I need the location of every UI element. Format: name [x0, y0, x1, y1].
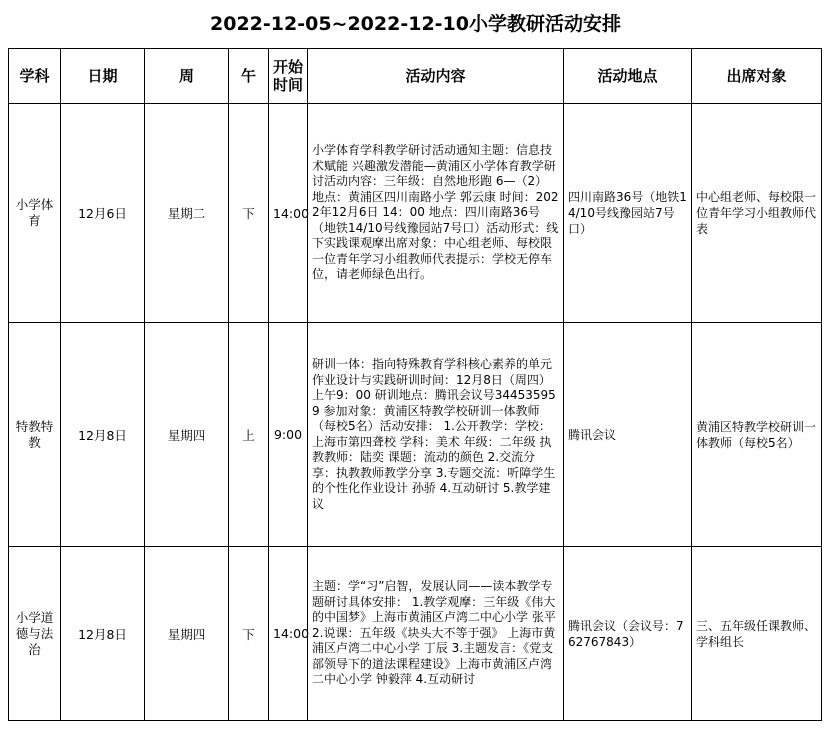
header-weekday: 周	[145, 49, 229, 104]
header-content: 活动内容	[308, 49, 564, 104]
cell-subject: 小学道德与法治	[9, 547, 61, 721]
cell-weekday: 星期四	[145, 323, 229, 547]
table-row	[9, 323, 822, 547]
header-location: 活动地点	[564, 49, 692, 104]
header-date: 日期	[61, 49, 145, 104]
cell-start-time: 14:00	[269, 547, 308, 721]
cell-period: 下	[229, 104, 269, 323]
cell-attendees: 黄浦区特教学校研训一体教师（每校5名）	[692, 323, 822, 547]
table-row	[9, 547, 822, 721]
cell-period: 上	[229, 323, 269, 547]
header-attendees: 出席对象	[692, 49, 822, 104]
cell-content: 小学体育学科教学研讨活动通知主题：信息技术赋能 兴趣激发潜能—黄浦区小学体育教学研讨活动内容：三年级：自然地形跑 6—（2）地点：黄浦区四川南路小学 郭云康 时间：2022年12月6日 14：00 地点：四川南路36号（地铁14/10号线豫园站7号口）活动形式：线下实践课观摩出席对象：中心组老师、每校限一位青年学习小组教师代表提示：学校无停车位，请老师绿色出行。	[308, 104, 564, 323]
header-row	[9, 49, 822, 104]
cell-period: 下	[229, 547, 269, 721]
cell-date: 12月8日	[61, 323, 145, 547]
page-title: 2022-12-05~2022-12-10小学教研活动安排	[210, 13, 621, 35]
cell-content: 主题：学“习”启智，发展认同——读本教学专题研讨具体安排： 1.教学观摩：三年级《伟大的中国梦》上海市黄浦区卢湾二中心小学 张平 2.说课：五年级《块头大不等于强》 上海市黄浦区卢湾二中心小学 丁辰 3.主题发言：《党支部领导下的道法课程建设》上海市黄浦区卢湾二中心小学 钟毅萍 4.互动研讨	[308, 547, 564, 721]
header-subject: 学科	[9, 49, 61, 104]
header-period: 午	[229, 49, 269, 104]
cell-content: 研训一体：指向特殊教育学科核心素养的单元作业设计与实践研训时间：12月8日（周四） 上午9：00 研训地点：腾讯会议号344535959 参加对象：黄浦区特教学校研训一体教师（每校5名）活动安排： 1.公开教学：学校：上海市第四聋校 学科：美术 年级：二年级 执教教师：陆奕 课题：流动的颜色 2.交流分享：执教教师教学分享 3.专题交流：听障学生的个性化作业设计 孙骄 4.互动研讨 5.教学建议	[308, 323, 564, 547]
header-start-time: 开始时间	[269, 49, 308, 104]
cell-date: 12月8日	[61, 547, 145, 721]
table-row	[9, 104, 822, 323]
cell-date: 12月6日	[61, 104, 145, 323]
cell-subject: 特教特教	[9, 323, 61, 547]
cell-subject: 小学体育	[9, 104, 61, 323]
cell-location: 腾讯会议（会议号：762767843）	[564, 547, 692, 721]
cell-weekday: 星期四	[145, 547, 229, 721]
schedule-table	[8, 48, 822, 721]
cell-attendees: 三、五年级任课教师、学科组长	[692, 547, 822, 721]
cell-start-time: 9:00	[269, 323, 308, 547]
cell-start-time: 14:00	[269, 104, 308, 323]
cell-weekday: 星期二	[145, 104, 229, 323]
cell-location: 四川南路36号（地铁14/10号线豫园站7号口）	[564, 104, 692, 323]
cell-attendees: 中心组老师、每校限一位青年学习小组教师代表	[692, 104, 822, 323]
cell-location: 腾讯会议	[564, 323, 692, 547]
